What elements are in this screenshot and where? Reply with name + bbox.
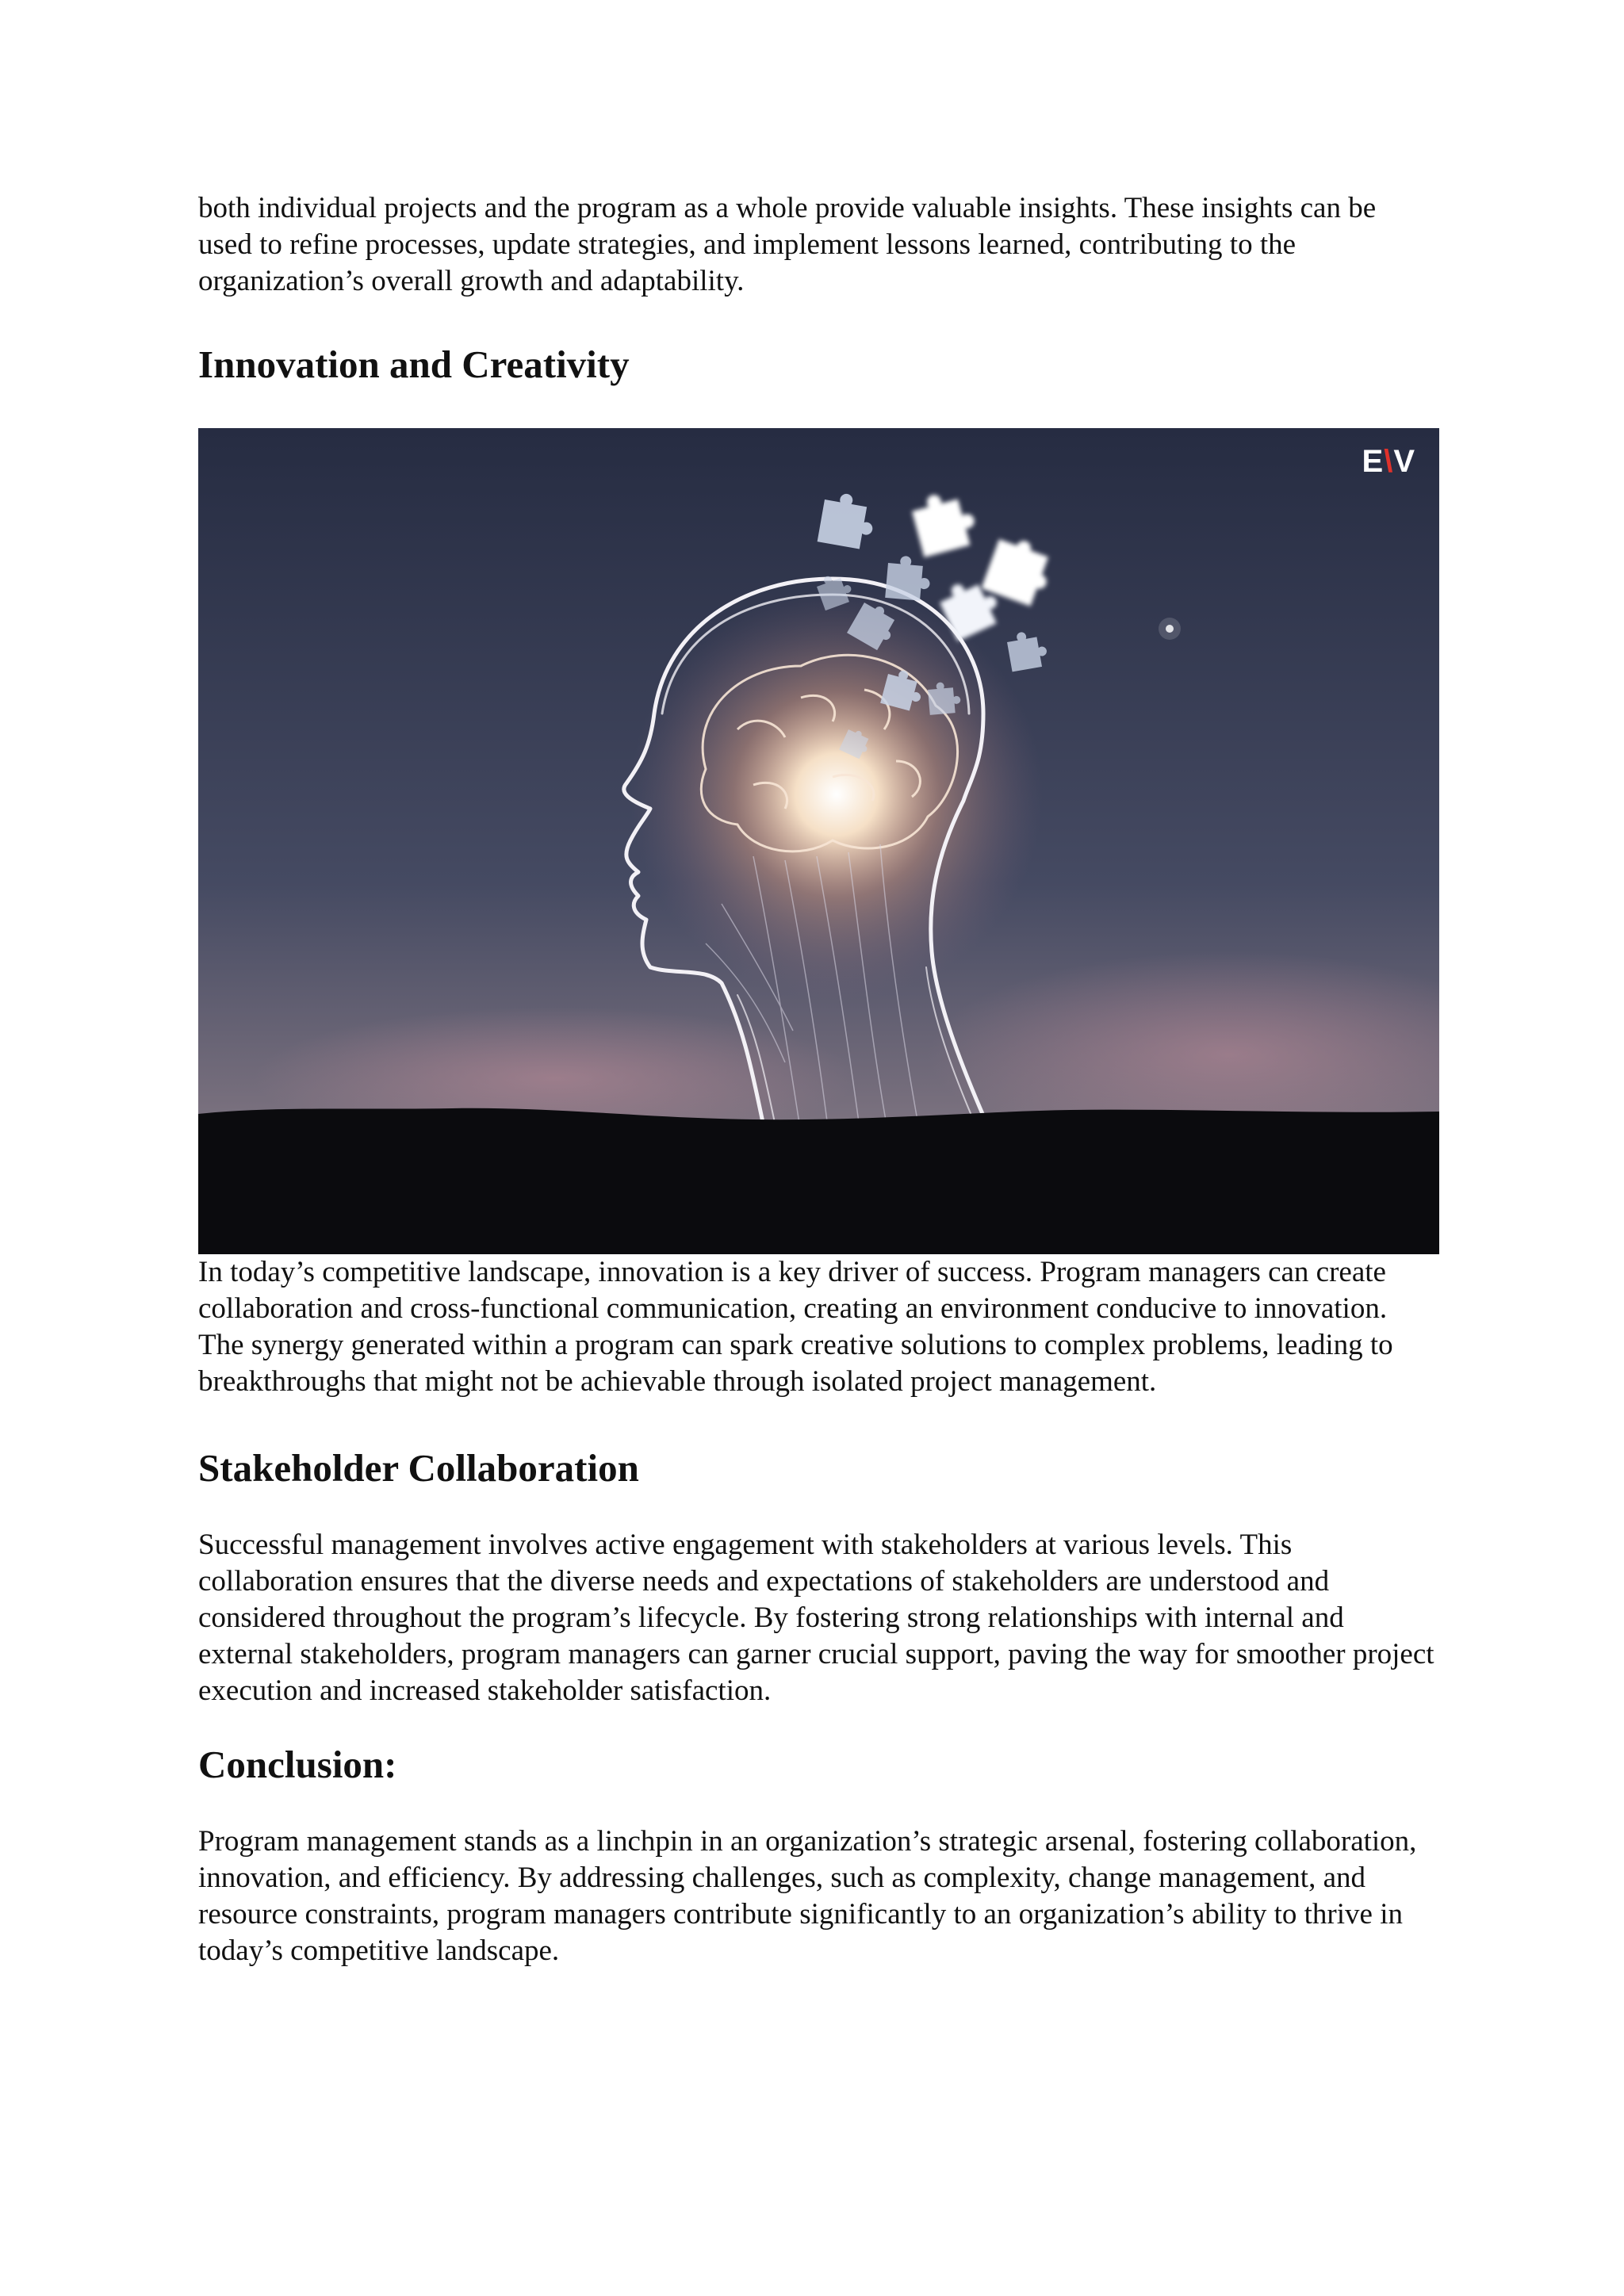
brain-puzzle-illustration — [198, 428, 1439, 1254]
brand-logo: E\V — [1362, 444, 1415, 479]
document-page — [198, 190, 1435, 1969]
innovation-paragraph: In today’s competitive landscape, innovation is a key driver of success. Program managers can create collaboration and cross-functional communication, creating an environment conducive to innovation. The synergy generated within a program can spark creative solutions to complex problems, leading to breakthroughs that might not be achievable through isolated project management. — [198, 1256, 1393, 1398]
stakeholder-heading: Stakeholder Collaboration — [198, 1446, 639, 1490]
ground-silhouette — [198, 1108, 1439, 1254]
star-halo — [1159, 618, 1181, 640]
intro-paragraph: both individual projects and the program as a whole provide valuable insights. These insights can be used to refine processes, update strategies, and implement lessons learned, contributing to the organization’s overall growth and adaptability. — [198, 192, 1377, 297]
conclusion-heading: Conclusion: — [198, 1743, 397, 1786]
conclusion-paragraph: Program management stands as a linchpin in an organization’s strategic arsenal, fostering collaboration, innovation, and efficiency. By addressing challenges, such as complexity, change management, and resource constraints, program managers contribute significantly to an organization’s ability to thrive in today’s competitive landscape. — [198, 1825, 1417, 1967]
innovation-heading: Innovation and Creativity — [198, 342, 630, 386]
light-glow — [630, 588, 1043, 1001]
brain-puzzle-image — [198, 428, 1439, 1254]
stakeholder-paragraph: Successful management involves active engagement with stakeholders at various levels. This collaboration ensures that the diverse needs and expectations of stakeholders are understood and considered throughout the program’s lifecycle. By fostering strong relationships with internal and external stakeholders, program managers can garner crucial support, paving the way for smoother project execution and increased stakeholder satisfaction. — [198, 1529, 1434, 1707]
